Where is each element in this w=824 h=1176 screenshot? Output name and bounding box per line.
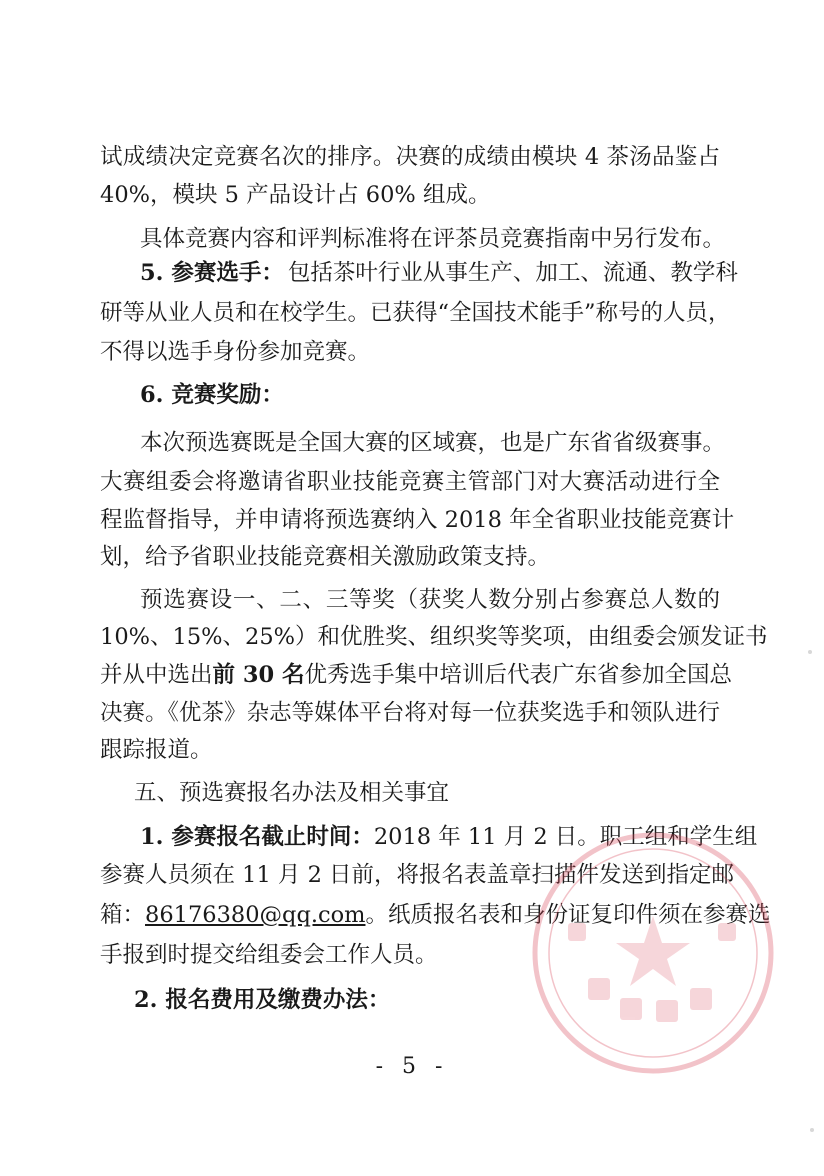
text-segment: 。纸质报名表和身份证复印件须在参赛选 [365, 902, 771, 928]
scan-speck [810, 1128, 814, 1132]
text-segment: 优秀选手集中培训后代表广东省参加全国总 [304, 662, 733, 688]
awards-heading: 6. 竞赛奖励： [140, 382, 284, 408]
fees-heading: 2. 报名费用及缴费办法： [134, 987, 391, 1013]
text-line: 本次预选赛既是全国大赛的区域赛，也是广东省省级赛事。 [140, 430, 726, 456]
page-number: - 5 - [375, 1054, 449, 1079]
text-segment: 包括茶叶行业从事生产、加工、流通、教学科 [287, 260, 738, 286]
text-line: 大赛组委会将邀请省职业技能竞赛主管部门对大赛活动进行全 [100, 469, 720, 495]
text-line: 决赛。《优茶》杂志等媒体平台将对每一位获奖选手和领队进行 [100, 700, 720, 726]
text-line: 试成绩决定竞赛名次的排序。决赛的成绩由模块 4 茶汤品鉴占 [100, 144, 720, 170]
text-line [100, 900, 771, 930]
participants-paragraph-start [140, 258, 738, 288]
text-segment: 并从中选出 [100, 662, 213, 688]
participants-label: 5. 参赛选手： [140, 260, 284, 286]
text-line: 40%，模块 5 产品设计占 60% 组成。 [100, 182, 491, 208]
text-line: 跟踪报道。 [100, 737, 213, 763]
deadline-paragraph-start [140, 822, 758, 852]
text-line: 具体竞赛内容和评判标准将在评茶员竞赛指南中另行发布。 [140, 226, 726, 252]
section-five-heading: 五、预选赛报名办法及相关事宜 [134, 780, 450, 806]
text-segment: 箱： [100, 902, 146, 928]
text-line: 研等从业人员和在校学生。已获得“全国技术能手”称号的人员， [100, 300, 731, 326]
text-line [100, 660, 733, 690]
top-30-highlight: 前 30 名 [212, 662, 305, 688]
deadline-label: 1. 参赛报名截止时间： [140, 824, 374, 850]
email-link[interactable]: 86176380@qq.com [145, 902, 366, 928]
text-line: 划，给予省职业技能竞赛相关激励政策支持。 [100, 544, 551, 570]
text-line: 参赛人员须在 11 月 2 日前，将报名表盖章扫描件发送到指定邮 [100, 862, 735, 888]
text-line: 手报到时提交给组委会工作人员。 [100, 942, 438, 968]
text-line: 不得以选手身份参加竞赛。 [100, 339, 371, 365]
text-line: 10%、15%、25%）和优胜奖、组织奖等奖项，由组委会颁发证书 [100, 624, 768, 650]
text-line: 程监督指导，并申请将预选赛纳入 2018 年全省职业技能竞赛计 [100, 507, 735, 533]
scan-speck [808, 650, 812, 654]
text-line: 预选赛设一、二、三等奖（获奖人数分别占参赛总人数的 [140, 587, 720, 613]
text-segment: 2018 年 11 月 2 日。职工组和学生组 [373, 824, 758, 850]
